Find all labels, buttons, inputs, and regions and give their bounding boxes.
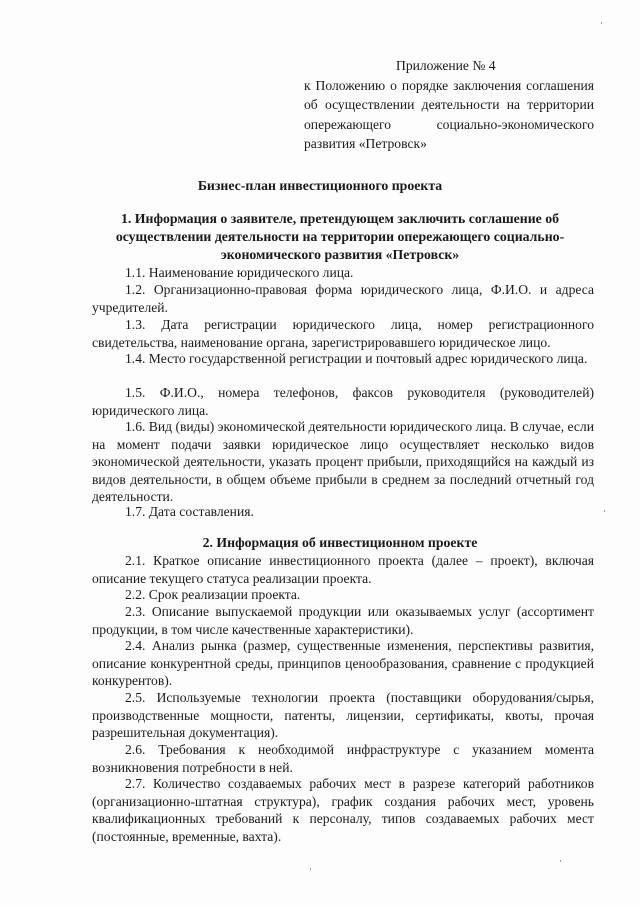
paragraph-2-2: 2.2. Срок реализации проекта. <box>125 587 301 602</box>
scan-speck <box>604 510 605 512</box>
paragraph-1-7: 1.7. Дата составления. <box>125 504 254 519</box>
document-title: Бизнес-план инвестиционного проекта <box>197 178 443 193</box>
paragraph-1-6: 1.6. Вид (виды) экономической деятельности юридического лица. В случае, если на момент подачи заявки юридическое лицо осуществляет несколько видов экономической деятельности, указать процент прибыли, приходящийся на каждый из видов деятельности, в общем объеме прибыли в среднем за последний отчетный год деятельности. <box>92 419 594 505</box>
paragraph-1-3: 1.3. Дата регистрации юридического лица, номер регистрационного свидетельства, наименование органа, зарегистрировавшего юридическое лицо. <box>92 317 594 350</box>
paragraph-2-7: 2.7. Количество создаваемых рабочих мест в разрезе категорий работников (организационно-штатная структура), график создания рабочих мест, уровень квалификационных требований к персоналу, типов создаваемых рабочих мест (постоянные, временные, вахта). <box>92 776 594 844</box>
appendix-title: Приложение № 4 <box>396 58 496 73</box>
scan-speck <box>310 868 311 870</box>
paragraph-2-1: 2.1. Краткое описание инвестиционного проекта (далее – проект), включая описание текущего статуса реализации проекта. <box>92 553 594 586</box>
appendix-block <box>304 56 594 154</box>
paragraph-2-5: 2.5. Используемые технологии проекта (поставщики оборудования/сырья, производственные мощности, патенты, лицензии, сертификаты, квоты, прочая разрешительная документация). <box>92 690 594 741</box>
paragraph-2-3: 2.3. Описание выпускаемой продукции или оказываемых услуг (ассортимент продукции, в том числе качественные характеристики). <box>92 604 594 637</box>
paragraph-1-1: 1.1. Наименование юридического лица. <box>125 265 354 280</box>
paragraph-1-2: 1.2. Организационно-правовая форма юридического лица, Ф.И.О. и адреса учредителей. <box>92 282 594 315</box>
paragraph-1-5: 1.5. Ф.И.О., номера телефонов, факсов руководителя (руководителей) юридического лица. <box>92 385 594 418</box>
section-2-heading: 2. Информация об инвестиционном проекте <box>202 535 478 550</box>
paragraph-1-4: 1.4. Место государственной регистрации и почтовый адрес юридического лица. <box>125 351 588 366</box>
scan-speck <box>601 22 602 24</box>
scan-speck <box>560 860 561 862</box>
section-1-heading: 1. Информация о заявителе, претендующем заключить соглашение об осуществлении деятельности на территории опережающего социально-экономического развития «Петровск» <box>115 211 565 262</box>
paragraph-2-4: 2.4. Анализ рынка (размер, существенные изменения, перспективы развития, описание конкурентной среды, принципов ценообразования, сравнение с продукцией конкурентов). <box>92 638 594 689</box>
appendix-reference: к Положению о порядке заключения соглашения об осуществлении деятельности на территории опережающего социально-экономического развития «Петровск» <box>304 77 594 151</box>
paragraph-2-6: 2.6. Требования к необходимой инфраструктуре с указанием момента возникновения потребности в ней. <box>92 742 594 775</box>
